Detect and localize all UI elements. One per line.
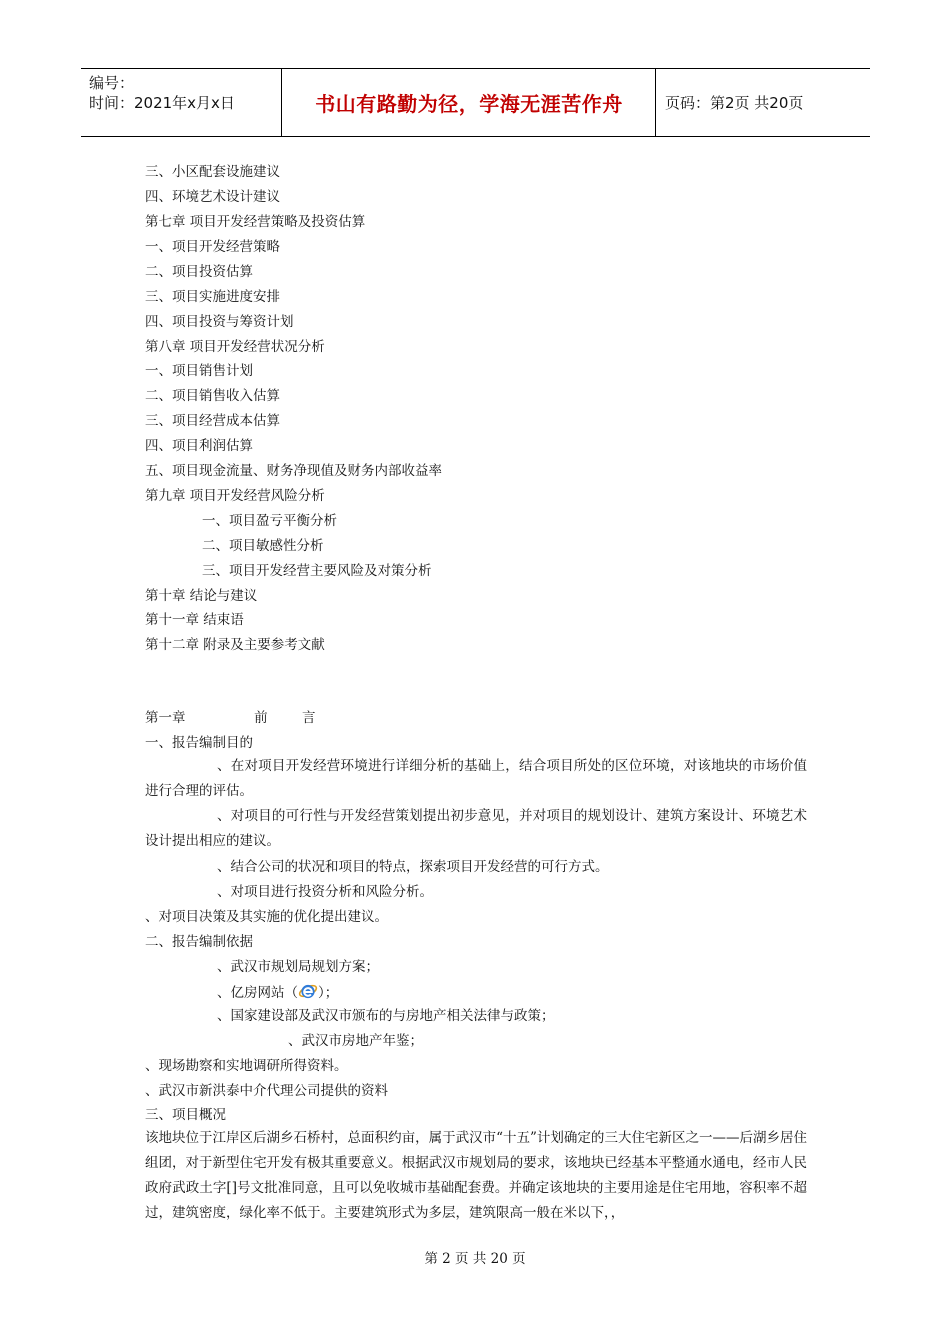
toc-chapter: 第十章 结论与建议 — [145, 588, 258, 604]
toc-item: 三、项目开发经营主要风险及对策分析 — [202, 563, 432, 579]
time-label: 时间：2021年x月x日 — [89, 94, 235, 112]
toc-item: 二、项目销售收入估算 — [145, 388, 280, 404]
toc-item: 四、项目利润估算 — [145, 438, 253, 454]
section-heading: 一、报告编制目的 — [145, 735, 253, 751]
toc-chapter: 第十二章 附录及主要参考文献 — [145, 637, 325, 653]
header-page-info: 页码：第2页 共20页 — [665, 94, 804, 112]
paragraph: 、结合公司的状况和项目的特点，探索项目开发经营的可行方式。 — [217, 859, 609, 875]
section-heading: 三、项目概况 — [145, 1107, 226, 1123]
number-label: 编号： — [89, 74, 135, 92]
toc-chapter: 第九章 项目开发经营风险分析 — [145, 488, 325, 504]
list-item: 、武汉市新洪泰中介代理公司提供的资料 — [145, 1083, 388, 1099]
ie-icon — [298, 981, 318, 1001]
paragraph: 该地块位于江岸区后湖乡石桥村，总面积约亩，属于武汉市“十五”计划确定的三大住宅新区之一——后湖乡居住组团，对于新型住宅开发有极其重要意义。根据武汉市规划局的要求，该地块已经基本平整通水通电，经市人民政府武政土字[]号文批准同意，且可以免收城市基础配套费。并确定该地块的主要用途是住宅用地，容积率不超过，建筑密度，绿化率不低于。主要建筑形式为多层，建筑限高一般在米以下，， — [145, 1130, 807, 1221]
page-footer: 第 2 页 共 20 页 — [424, 1251, 526, 1267]
toc-item: 四、环境艺术设计建议 — [145, 189, 280, 205]
chapter-title: 第一章 前 言 — [145, 710, 316, 726]
paragraph: 、对项目进行投资分析和风险分析。 — [217, 884, 433, 900]
toc-item: 三、项目经营成本估算 — [145, 413, 280, 429]
list-item-text: ）； — [318, 985, 339, 1001]
paragraph: 、在对项目开发经营环境进行详细分析的基础上，结合项目所处的区位环境，对该地块的市场价值进行合理的评估。 — [145, 758, 807, 799]
toc-item: 三、小区配套设施建议 — [145, 164, 280, 180]
toc-chapter: 第八章 项目开发经营状况分析 — [145, 339, 325, 355]
page-header — [81, 68, 870, 137]
header-divider — [655, 69, 656, 136]
list-item: 、国家建设部及武汉市颁布的与房地产相关法律与政策； — [217, 1008, 555, 1024]
header-meta — [89, 73, 281, 113]
list-item-text: 、亿房网站（ — [217, 985, 298, 1001]
header-motto: 书山有路勤为径，学海无涯苦作舟 — [315, 92, 623, 116]
section-heading: 二、报告编制依据 — [145, 934, 253, 950]
toc-chapter: 第七章 项目开发经营策略及投资估算 — [145, 214, 366, 230]
paragraph: 、对项目的可行性与开发经营策划提出初步意见，并对项目的规划设计、建筑方案设计、环境艺术设计提出相应的建议。 — [145, 808, 807, 849]
toc-item: 二、项目投资估算 — [145, 264, 253, 280]
list-item: 、武汉市房地产年鉴； — [288, 1033, 423, 1049]
toc-item: 四、项目投资与筹资计划 — [145, 314, 294, 330]
toc-item: 五、项目现金流量、财务净现值及财务内部收益率 — [145, 463, 442, 479]
toc-item: 二、项目敏感性分析 — [202, 538, 324, 554]
list-item — [217, 981, 338, 1003]
toc-item: 一、项目盈亏平衡分析 — [202, 513, 337, 529]
toc-chapter: 第十一章 结束语 — [145, 612, 244, 628]
list-item: 、现场勘察和实地调研所得资料。 — [145, 1058, 348, 1074]
toc-item: 一、项目开发经营策略 — [145, 239, 280, 255]
list-item: 、武汉市规划局规划方案； — [217, 959, 379, 975]
header-divider — [281, 69, 282, 136]
toc-item: 三、项目实施进度安排 — [145, 289, 280, 305]
toc-item: 一、项目销售计划 — [145, 363, 253, 379]
paragraph: 、对项目决策及其实施的优化提出建议。 — [145, 909, 388, 925]
